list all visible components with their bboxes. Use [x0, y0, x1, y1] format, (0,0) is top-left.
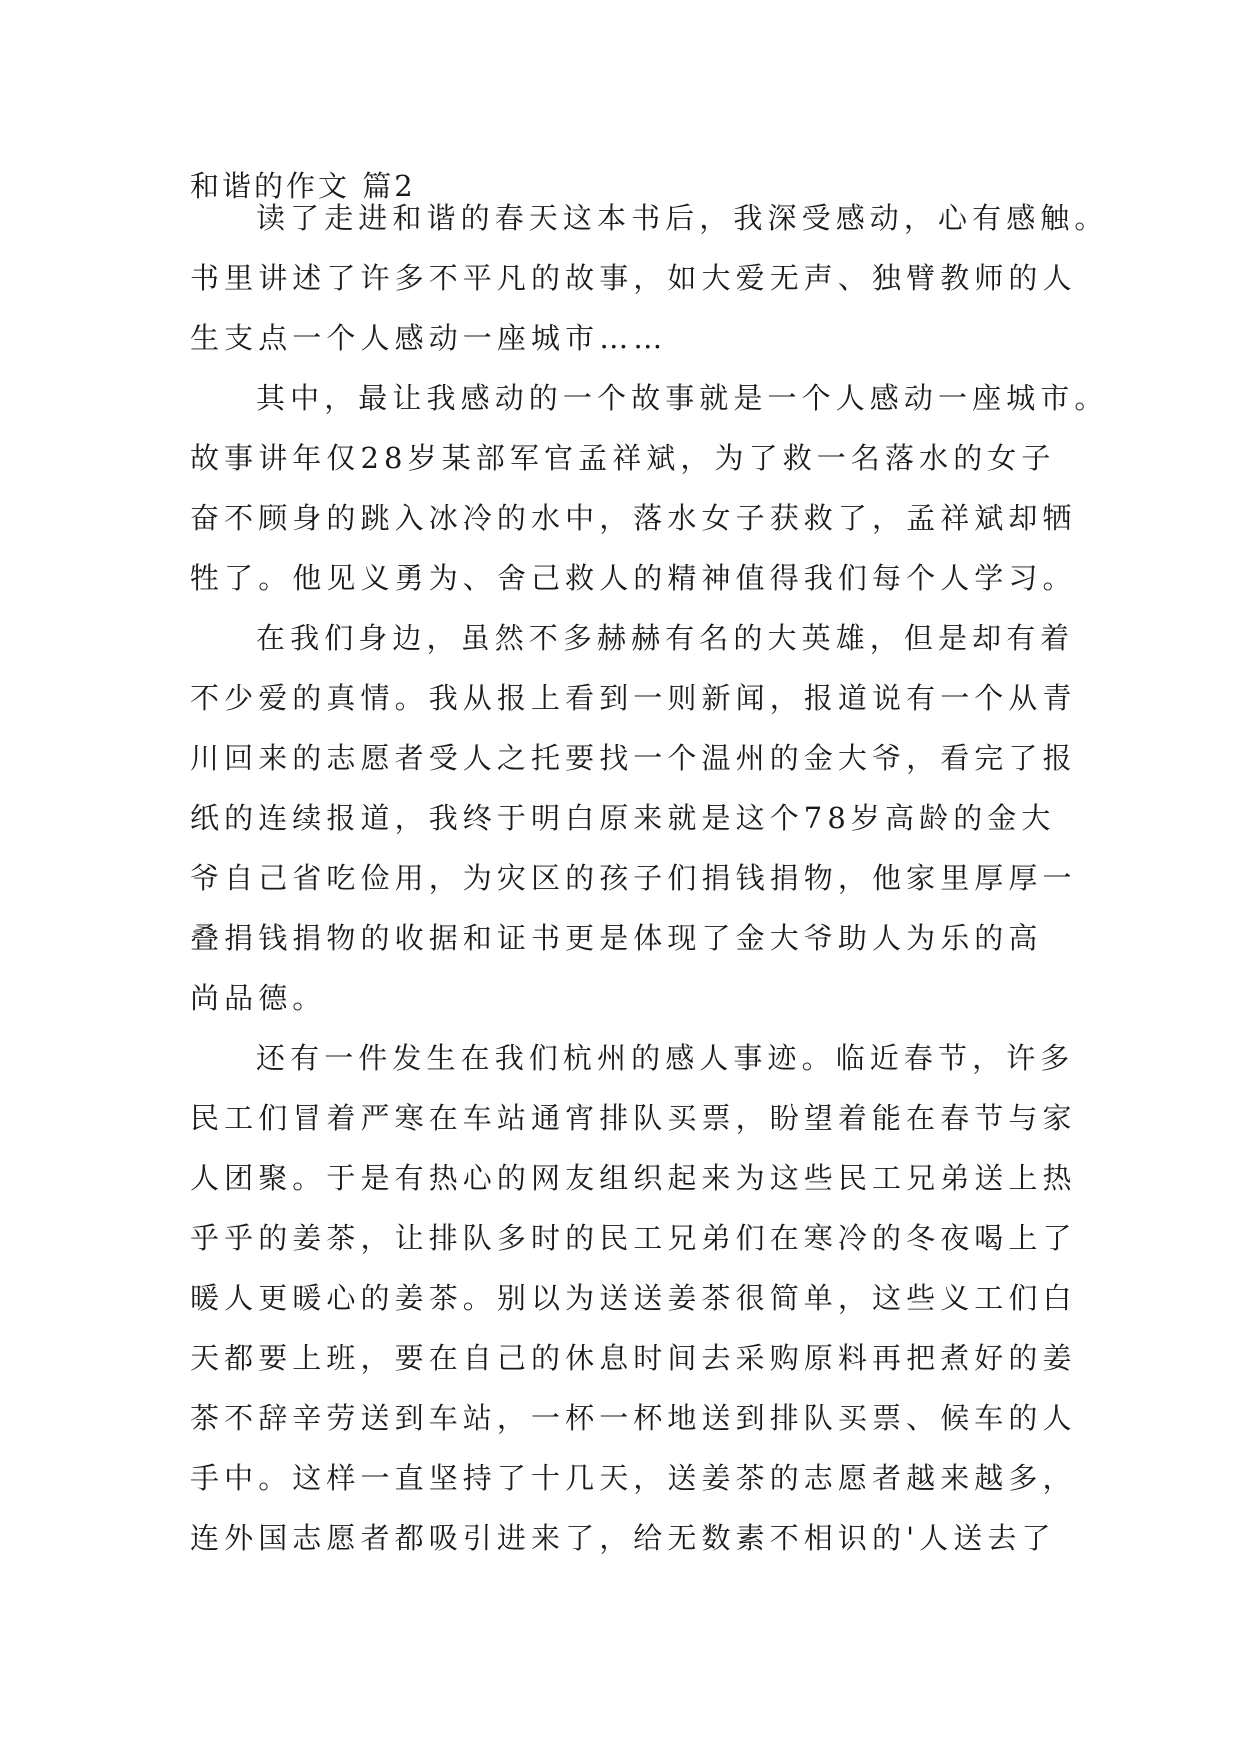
body-line: 在我们身边，虽然不多赫赫有名的大英雄，但是却有着	[256, 621, 1075, 655]
body-line: 故事讲年仅28岁某部军官孟祥斌，为了救一名落水的女子	[190, 441, 1056, 475]
body-line: 生支点一个人感动一座城市……	[190, 321, 668, 355]
body-line: 人团聚。于是有热心的网友组织起来为这些民工兄弟送上热	[190, 1161, 1077, 1195]
body-line: 民工们冒着严寒在车站通宵排队买票，盼望着能在春节与家	[190, 1101, 1077, 1135]
body-line: 奋不顾身的跳入冰冷的水中，落水女子获救了，孟祥斌却牺	[190, 501, 1077, 535]
body-line: 手中。这样一直坚持了十几天，送姜茶的志愿者越来越多，	[190, 1461, 1077, 1495]
body-line: 尚品德。	[190, 981, 327, 1015]
body-line: 纸的连续报道，我终于明白原来就是这个78岁高龄的金大	[190, 801, 1056, 835]
body-line: 暖人更暖心的姜茶。别以为送送姜茶很简单，这些义工们白	[190, 1281, 1077, 1315]
body-line: 天都要上班，要在自己的休息时间去采购原料再把煮好的姜	[190, 1341, 1077, 1375]
body-line: 还有一件发生在我们杭州的感人事迹。临近春节，许多	[256, 1041, 1075, 1075]
body-line: 其中，最让我感动的一个故事就是一个人感动一座城市。	[256, 381, 1109, 415]
document-title: 和谐的作文 篇2	[190, 169, 416, 203]
body-line: 书里讲述了许多不平凡的故事，如大爱无声、独臂教师的人	[190, 261, 1077, 295]
body-line: 不少爱的真情。我从报上看到一则新闻，报道说有一个从青	[190, 681, 1077, 715]
body-line: 连外国志愿者都吸引进来了，给无数素不相识的'人送去了	[190, 1521, 1056, 1555]
body-line: 读了走进和谐的春天这本书后，我深受感动，心有感触。	[256, 201, 1109, 235]
body-line: 川回来的志愿者受人之托要找一个温州的金大爷，看完了报	[190, 741, 1077, 775]
body-line: 茶不辞辛劳送到车站，一杯一杯地送到排队买票、候车的人	[190, 1401, 1077, 1435]
body-line: 乎乎的姜茶，让排队多时的民工兄弟们在寒冷的冬夜喝上了	[190, 1221, 1077, 1255]
body-line: 叠捐钱捐物的收据和证书更是体现了金大爷助人为乐的高	[190, 921, 1043, 955]
body-line: 爷自己省吃俭用，为灾区的孩子们捐钱捐物，他家里厚厚一	[190, 861, 1077, 895]
body-line: 牲了。他见义勇为、舍己救人的精神值得我们每个人学习。	[190, 561, 1077, 595]
